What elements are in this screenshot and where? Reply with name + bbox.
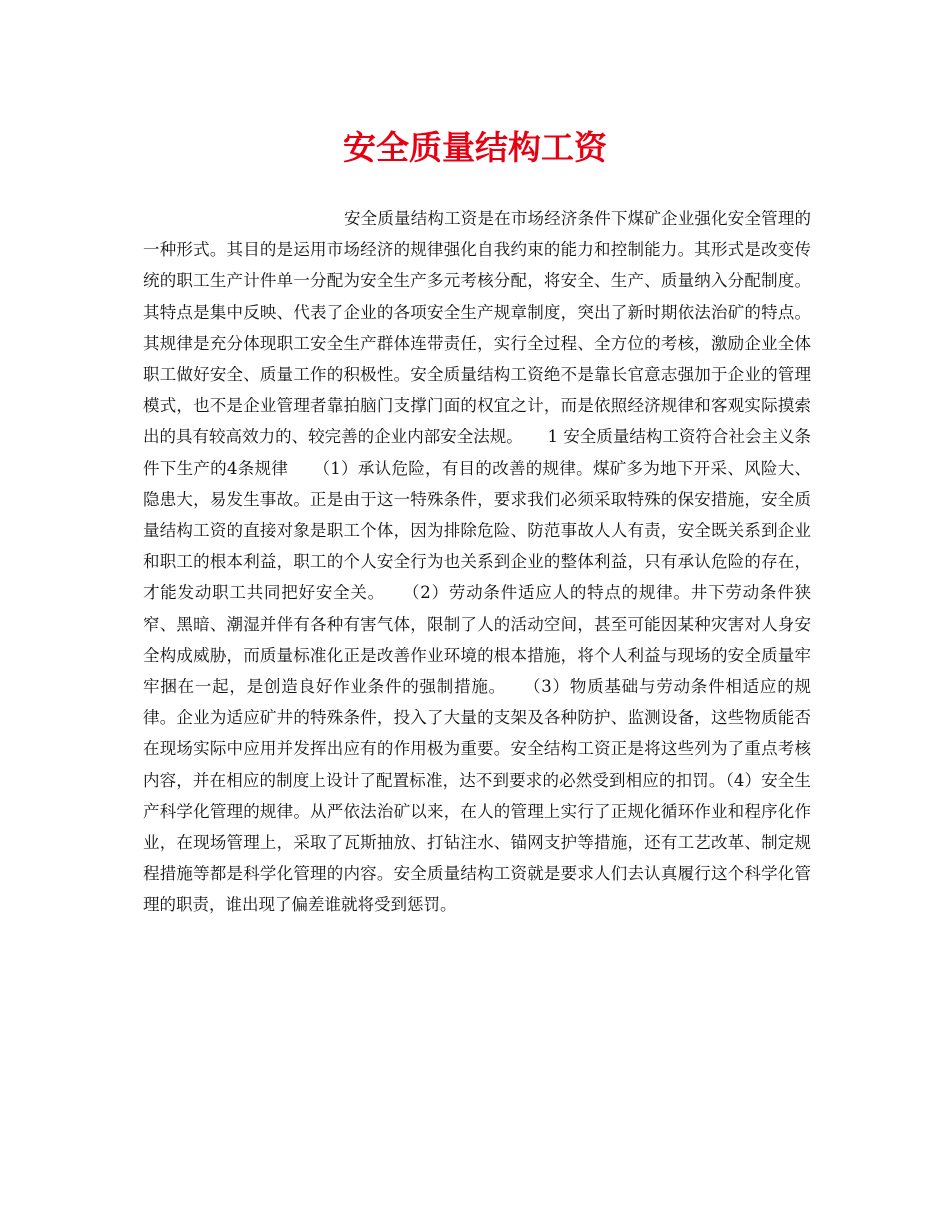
- body-paragraph: 安全质量结构工资是在市场经济条件下煤矿企业强化安全管理的一种形式。其目的是运用市场经济的规律强化自我约束的能力和控制能力。其形式是改变传统的职工生产计件单一分配为安全生产多元考核分配，将安全、生产、质量纳入分配制度。其特点是集中反映、代表了企业的各项安全生产规章制度，突出了新时期依法治矿的特点。其规律是充分体现职工安全生产群体连带责任，实行全过程、全方位的考核，激励企业全体职工做好安全、质量工作的积极性。安全质量结构工资绝不是靠长官意志强加于企业的管理模式，也不是企业管理者靠拍脑门支撑门面的权宜之计，而是依照经济规律和客观实际摸索出的具有较高效力的、较完善的企业内部安全法规。 1 安全质量结构工资符合社会主义条件下生产的4条规律 （1）承认危险，有目的改善的规律。煤矿多为地下开采、风险大、隐患大，易发生事故。正是由于这一特殊条件，要求我们必须采取特殊的保安措施，安全质量结构工资的直接对象是职工个体，因为排除危险、防范事故人人有责，安全既关系到企业和职工的根本利益，职工的个人安全行为也关系到企业的整体利益，只有承认危险的存在，才能发动职工共同把好安全关。 （2）劳动条件适应人的特点的规律。井下劳动条件狭窄、黑暗、潮湿并伴有各种有害气体，限制了人的活动空间，甚至可能因某种灾害对人身安全构成威胁，而质量标准化正是改善作业环境的根本措施，将个人利益与现场的安全质量牢牢捆在一起，是创造良好作业条件的强制措施。 （3）物质基础与劳动条件相适应的规律。企业为适应矿井的特殊条件，投入了大量的支架及各种防护、监测设备，这些物质能否在现场实际中应用并发挥出应有的作用极为重要。安全结构工资正是将这些列为了重点考核内容，并在相应的制度上设计了配置标准，达不到要求的必然受到相应的扣罚。（4）安全生产科学化管理的规律。从严依法治矿以来，在人的管理上实行了正规化循环作业和程序化作业，在现场管理上，采取了瓦斯抽放、打钻注水、锚网支护等措施，还有工艺改革、制定规程措施等都是科学化管理的内容。安全质量结构工资就是要求人们去认真履行这个科学化管理的职责，谁出现了偏差谁就将受到惩罚。: [143, 209, 811, 915]
- page-title: 安全质量结构工资: [343, 128, 607, 167]
